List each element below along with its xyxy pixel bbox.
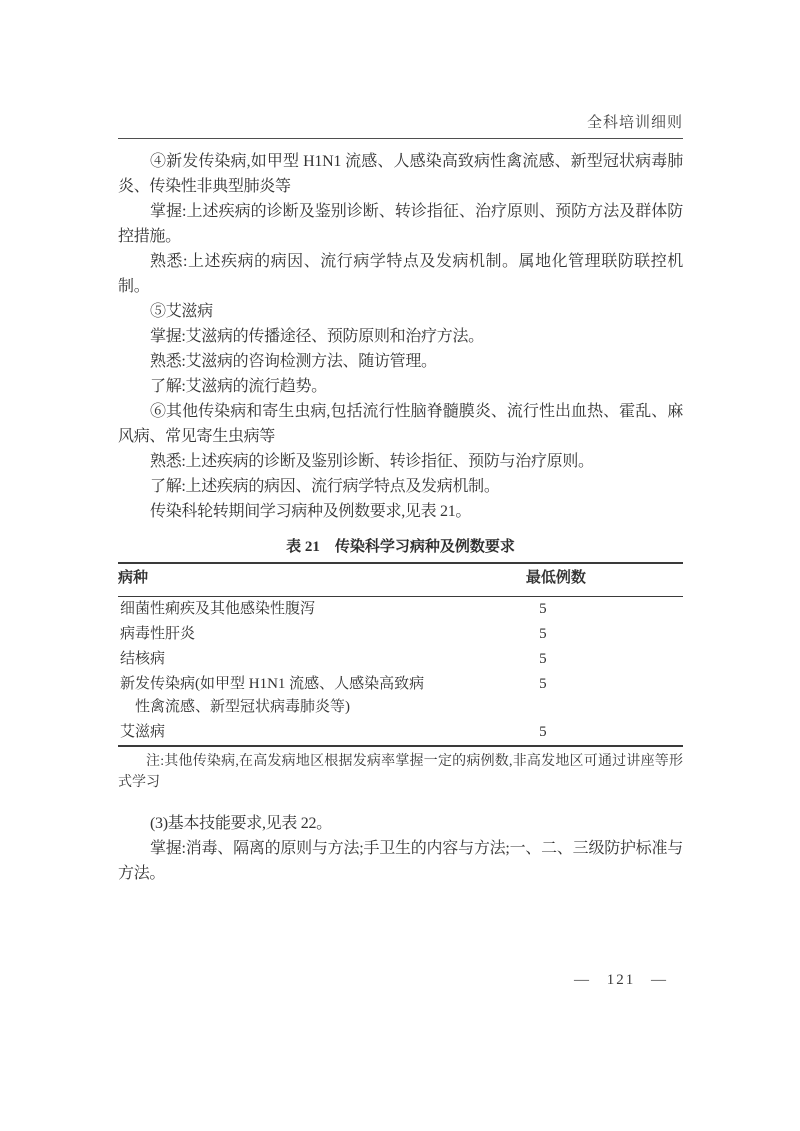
min-cases-cell: 5 xyxy=(539,651,547,667)
body-paragraphs xyxy=(118,149,683,524)
paragraph: 熟悉:艾滋病的咨询检测方法、随访管理。 xyxy=(150,353,437,370)
paragraph: ⑤艾滋病 xyxy=(150,303,213,320)
table-row xyxy=(118,720,683,746)
table-row xyxy=(118,647,683,672)
table-block xyxy=(118,538,683,793)
table-body xyxy=(118,597,683,747)
paragraph: ⑥其他传染病和寄生虫病,包括流行性脑脊髓膜炎、流行性出血热、霍乱、麻风病、常见寄生虫病等 xyxy=(118,403,683,445)
paragraph: ④新发传染病,如甲型 H1N1 流感、人感染高致病性禽流感、新型冠状病毒肺炎、传染性非典型肺炎等 xyxy=(118,153,683,195)
min-cases-cell: 5 xyxy=(539,626,547,642)
paragraph: 了解:艾滋病的流行趋势。 xyxy=(150,378,327,395)
column-header-disease: 病种 xyxy=(118,563,429,597)
min-cases-cell: 5 xyxy=(539,724,547,740)
disease-name: 结核病 xyxy=(120,651,166,667)
page-content xyxy=(118,0,683,886)
table-title xyxy=(118,538,683,557)
paragraph: 熟悉:上述疾病的诊断及鉴别诊断、转诊指征、预防与治疗原则。 xyxy=(150,453,594,470)
disease-cell xyxy=(118,720,429,746)
paragraph: 掌握:艾滋病的传播途径、预防原则和治疗方法。 xyxy=(150,328,484,345)
disease-name: 病毒性肝炎 xyxy=(120,626,196,642)
table-row xyxy=(118,672,683,720)
min-cases-cell: 5 xyxy=(539,676,547,692)
table-header xyxy=(118,563,683,597)
disease-name: 新发传染病(如甲型 H1N1 流感、人感染高致病性禽流感、新型冠状病毒肺炎等) xyxy=(120,676,425,715)
data-table xyxy=(118,562,683,747)
table-row xyxy=(118,597,683,623)
table-header-row xyxy=(118,563,683,597)
table-number: 表 21 xyxy=(286,539,320,555)
paragraph: (3)基本技能要求,见表 22。 xyxy=(150,815,332,832)
paragraph: 传染科轮转期间学习病种及例数要求,见表 21。 xyxy=(150,503,472,520)
running-header xyxy=(118,0,683,139)
paragraph: 掌握:上述疾病的诊断及鉴别诊断、转诊指征、治疗原则、预防方法及群体防控措施。 xyxy=(118,203,683,245)
min-cases-cell: 5 xyxy=(539,601,547,617)
paragraph: 熟悉:上述疾病的病因、流行病学特点及发病机制。属地化管理联防联控机制。 xyxy=(118,253,683,295)
disease-cell xyxy=(118,647,429,672)
table-note: 注:其他传染病,在高发病地区根据发病率掌握一定的病例数,非高发地区可通过讲座等形式学习 xyxy=(118,754,683,790)
paragraph: 了解:上述疾病的病因、流行病学特点及发病机制。 xyxy=(150,478,500,495)
disease-cell xyxy=(118,597,429,623)
disease-name: 细菌性痢疾及其他感染性腹泻 xyxy=(120,601,316,617)
page-number: — 121 — xyxy=(574,972,668,988)
table-row xyxy=(118,622,683,647)
running-header-title: 全科培训细则 xyxy=(586,115,683,131)
disease-cell xyxy=(118,672,429,720)
table-title-text: 传染科学习病种及例数要求 xyxy=(334,539,515,555)
disease-cell xyxy=(118,622,429,647)
closing-paragraphs xyxy=(118,811,683,886)
column-header-min-cases: 最低例数 xyxy=(429,563,683,597)
paragraph: 掌握:消毒、隔离的原则与方法;手卫生的内容与方法;一、二、三级防护标准与方法。 xyxy=(118,840,683,882)
disease-name: 艾滋病 xyxy=(120,724,166,740)
